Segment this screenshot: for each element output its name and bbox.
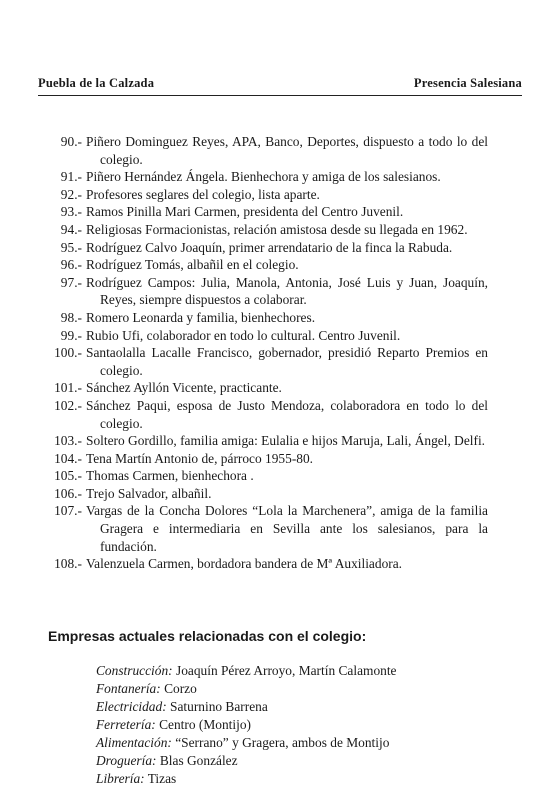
entry-text: Tena Martín Antonio de, párroco 1955-80. — [86, 450, 314, 466]
entry-text: Soltero Gordillo, familia amiga: Eulalia e hijos Maruja, Lali, Ángel, Delfi. — [86, 433, 486, 449]
entry-text: Piñero Dominguez Reyes, APA, Banco, Deportes, dispuesto a todo lo del colegio. — [86, 134, 488, 167]
company-category: Droguería: — [96, 753, 157, 768]
entry-number: 98.- — [60, 309, 82, 325]
list-item — [48, 555, 488, 573]
company-name: Centro (Montijo) — [159, 717, 251, 732]
list-item — [48, 450, 488, 468]
entry-text: Rodríguez Campos: Julia, Manola, Antonia, José Luis y Juan, Joaquín, Reyes, siempre dispuestos a colaborar. — [86, 274, 488, 308]
list-item — [48, 344, 488, 379]
list-item — [48, 327, 488, 345]
list-item — [48, 133, 488, 168]
list-item — [48, 203, 488, 221]
entry-text: Santaolalla Lacalle Francisco, gobernador, presidió Reparto Premios en colegio. — [86, 345, 488, 378]
company-name: Saturnino Barrena — [170, 699, 268, 714]
entry-text: Piñero Hernández Ángela. Bienhechora y amiga de los salesianos. — [86, 169, 441, 185]
entry-text: Ramos Pinilla Mari Carmen, presidenta del Centro Juvenil. — [86, 204, 404, 220]
list-item — [96, 734, 397, 752]
entry-number: 92.- — [60, 186, 82, 202]
entry-number: 99.- — [60, 327, 82, 343]
companies-heading: Empresas actuales relacionadas con el colegio: — [48, 628, 367, 644]
list-item — [48, 274, 488, 309]
list-item — [48, 309, 488, 327]
entry-number: 95.- — [60, 239, 82, 255]
entries-list — [48, 133, 488, 573]
page-header — [38, 76, 522, 92]
entry-text: Romero Leonarda y familia, bienhechores. — [86, 309, 316, 325]
list-item — [48, 186, 488, 204]
list-item — [48, 168, 488, 186]
list-item — [48, 239, 488, 257]
entry-number: 96.- — [60, 257, 82, 273]
company-name: Joaquín Pérez Arroyo, Martín Calamonte — [175, 663, 397, 678]
entry-text: Rodríguez Tomás, albañil en el colegio. — [86, 257, 299, 273]
entry-number: 90.- — [60, 134, 82, 149]
company-category: Construcción: — [96, 663, 173, 678]
entry-number: 93.- — [60, 204, 82, 220]
company-name: Corzo — [164, 681, 197, 696]
entry-number: 94.- — [60, 221, 82, 237]
company-category: Fontanería: — [96, 681, 161, 696]
entry-number: 91.- — [60, 169, 82, 185]
entry-text: Thomas Carmen, bienhechora . — [86, 468, 254, 484]
entry-text: Rodríguez Calvo Joaquín, primer arrendatario de la finca la Rabuda. — [86, 239, 453, 255]
company-name: Blas González — [159, 753, 238, 768]
list-item — [96, 662, 397, 680]
list-item — [48, 432, 488, 450]
running-title-right: Presencia Salesiana — [413, 76, 522, 90]
entry-number: 105.- — [54, 468, 82, 484]
entry-number: 100.- — [54, 345, 82, 361]
companies-list — [96, 662, 397, 788]
list-item — [48, 256, 488, 274]
list-item — [96, 680, 397, 698]
list-item — [96, 716, 397, 734]
entry-text: Trejo Salvador, albañil. — [86, 485, 212, 501]
entry-text: Rubio Ufi, colaborador en todo lo cultural. Centro Juvenil. — [86, 327, 401, 343]
list-item — [48, 467, 488, 485]
list-item — [48, 502, 488, 555]
company-category: Librería: — [96, 771, 145, 786]
company-category: Alimentación: — [96, 735, 172, 750]
company-category: Electricidad: — [96, 699, 167, 714]
list-item — [48, 397, 488, 432]
list-item — [48, 485, 488, 503]
list-item — [48, 221, 488, 239]
list-item — [96, 752, 397, 770]
company-name: “Serrano” y Gragera, ambos de Montijo — [175, 735, 390, 750]
entry-number: 103.- — [54, 433, 82, 449]
entry-text: Vargas de la Concha Dolores “Lola la Marchenera”, amiga de la familia Gragera e intermediaria en Sevilla ante los salesianos, para la fundación. — [86, 503, 488, 554]
entry-number: 97.- — [60, 274, 82, 290]
company-category: Ferretería: — [96, 717, 156, 732]
entry-text: Sánchez Paqui, esposa de Justo Mendoza, colaboradora en todo lo del colegio. — [86, 397, 488, 431]
header-rule — [38, 95, 522, 96]
entry-text: Sánchez Ayllón Vicente, practicante. — [86, 380, 282, 396]
list-item — [96, 698, 397, 716]
company-name: Tizas — [147, 771, 177, 786]
entry-number: 106.- — [54, 485, 82, 501]
entry-number: 102.- — [54, 397, 82, 413]
entry-text: Profesores seglares del colegio, lista aparte. — [86, 186, 320, 202]
entry-number: 107.- — [54, 503, 82, 519]
list-item — [96, 770, 397, 788]
running-title-left: Puebla de la Calzada — [38, 76, 155, 90]
entry-text: Valenzuela Carmen, bordadora bandera de Mª Auxiliadora. — [86, 556, 403, 572]
entry-number: 108.- — [54, 556, 82, 572]
list-item — [48, 379, 488, 397]
entry-text: Religiosas Formacionistas, relación amistosa desde su llegada en 1962. — [86, 221, 468, 237]
entry-number: 104.- — [54, 450, 82, 466]
entry-number: 101.- — [54, 380, 82, 396]
